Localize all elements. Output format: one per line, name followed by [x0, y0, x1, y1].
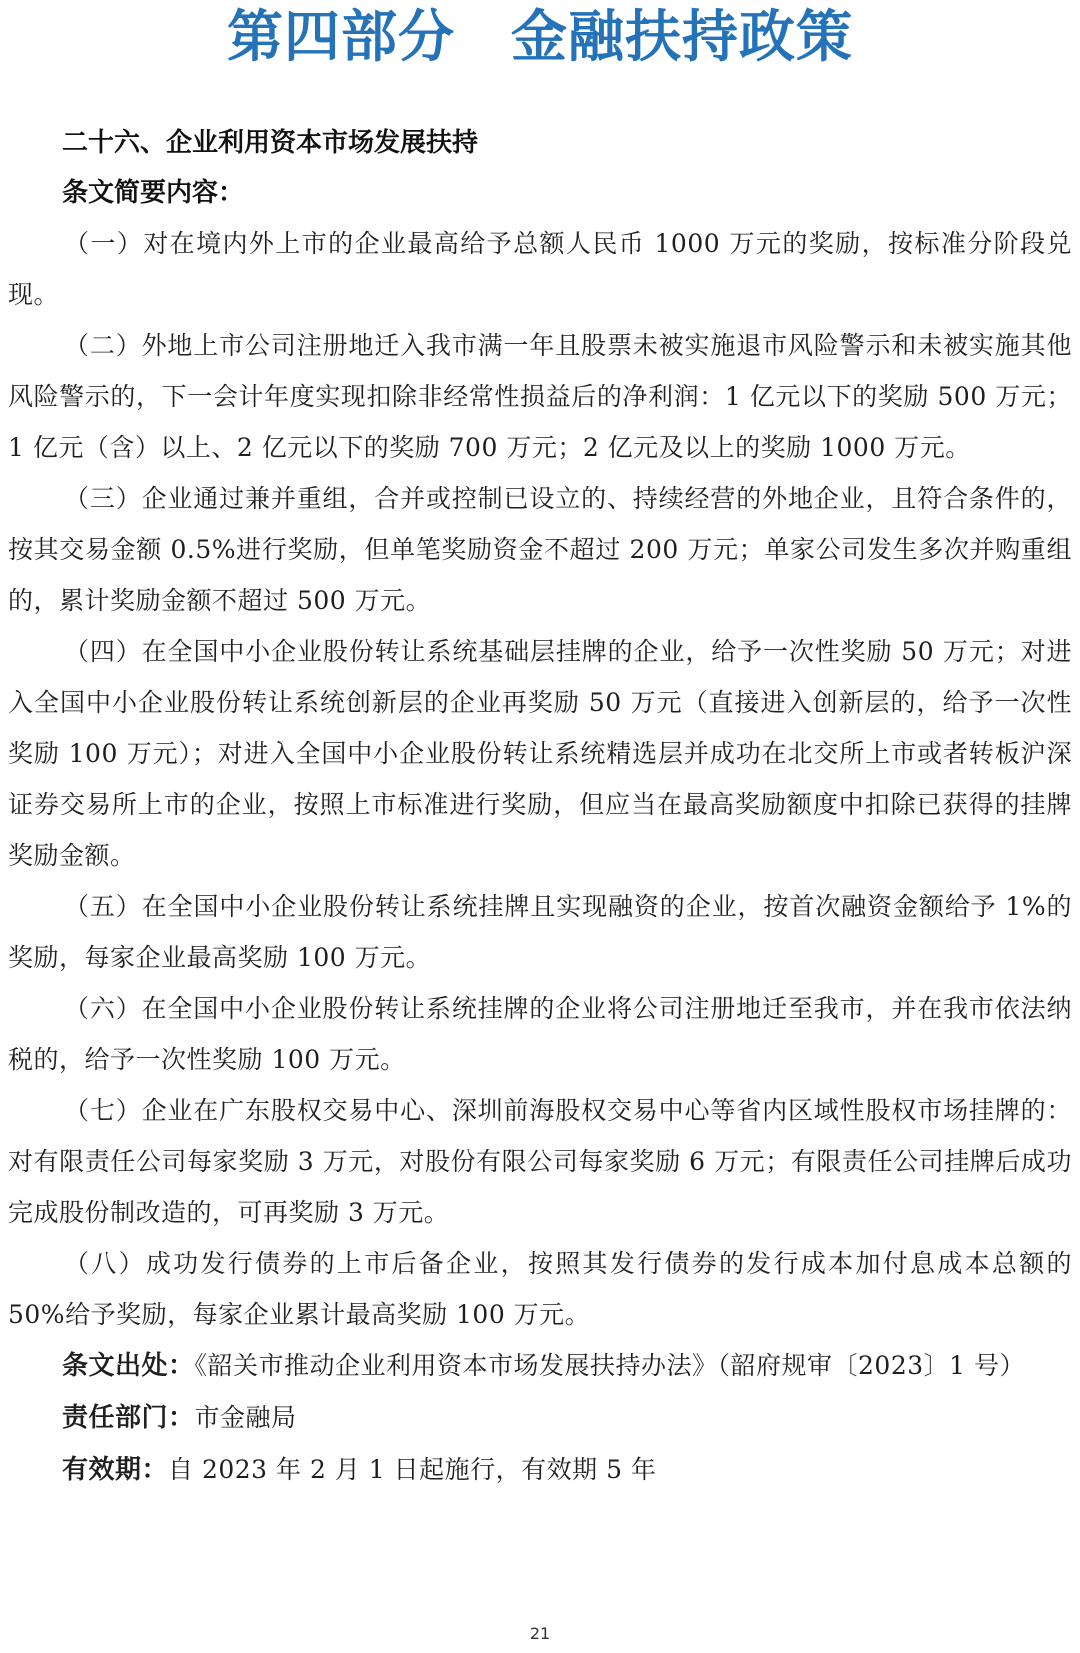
title-part: 第四部分	[227, 5, 455, 70]
policy-item-5: （五）在全国中小企业股份转让系统挂牌且实现融资的企业，按首次融资金额给予 1%的奖励，每家企业最高奖励 100 万元。	[8, 892, 1072, 972]
policy-item-4: （四）在全国中小企业股份转让系统基础层挂牌的企业，给予一次性奖励 50 万元；对进入全国中小企业股份转让系统创新层的企业再奖励 50 万元（直接进入创新层的，给予一次性奖励 100 万元）；对进入全国中小企业股份转让系统精选层并成功在北交所上市或者转板沪深证券交易所上市的企业，按照上市标准进行奖励，但应当在最高奖励额度中扣除已获得的挂牌奖励金额。	[8, 637, 1072, 870]
validity-value: 自 2023 年 2 月 1 日起施行，有效期 5 年	[168, 1455, 657, 1484]
section-heading: 二十六、企业利用资本市场发展扶持	[62, 128, 479, 158]
validity-line	[8, 1444, 1072, 1496]
page-title	[8, 0, 1072, 74]
policy-item-2: （二）外地上市公司注册地迁入我市满一年且股票未被实施退市风险警示和未被实施其他风险警示的，下一会计年度实现扣除非经常性损益后的净利润：1 亿元以下的奖励 500 万元；1 亿元（含）以上、2 亿元以下的奖励 700 万元；2 亿元及以上的奖励 1000 万元。	[8, 331, 1072, 462]
department-line	[8, 1392, 1072, 1444]
validity-label: 有效期：	[62, 1455, 169, 1485]
source-value: 《韶关市推动企业利用资本市场发展扶持办法》（韶府规审〔2023〕1 号）	[194, 1351, 1025, 1380]
policy-section	[8, 118, 1072, 1496]
page-number: 21	[529, 1624, 551, 1643]
department-value: 市金融局	[194, 1403, 297, 1432]
policy-item-7: （七）企业在广东股权交易中心、深圳前海股权交易中心等省内区域性股权市场挂牌的：对有限责任公司每家奖励 3 万元，对股份有限公司每家奖励 6 万元；有限责任公司挂牌后成功完成股份制改造的，可再奖励 3 万元。	[8, 1096, 1072, 1227]
summary-label: 条文简要内容：	[62, 178, 245, 208]
policy-item-1: （一）对在境内外上市的企业最高给予总额人民币 1000 万元的奖励，按标准分阶段兑现。	[8, 229, 1072, 309]
policy-item-8: （八）成功发行债券的上市后备企业，按照其发行债券的发行成本加付息成本总额的 50%给予奖励，每家企业累计最高奖励 100 万元。	[8, 1249, 1072, 1329]
policy-item-3: （三）企业通过兼并重组，合并或控制已设立的、持续经营的外地企业，且符合条件的，按其交易金额 0.5%进行奖励，但单笔奖励资金不超过 200 万元；单家公司发生多次并购重组的，累计奖励金额不超过 500 万元。	[8, 484, 1072, 615]
source-label: 条文出处：	[62, 1351, 195, 1381]
policy-item-6: （六）在全国中小企业股份转让系统挂牌的企业将公司注册地迁至我市，并在我市依法纳税的，给予一次性奖励 100 万元。	[8, 994, 1072, 1074]
title-main: 金融扶持政策	[511, 5, 853, 70]
department-label: 责任部门：	[62, 1403, 195, 1433]
source-line	[8, 1340, 1072, 1392]
